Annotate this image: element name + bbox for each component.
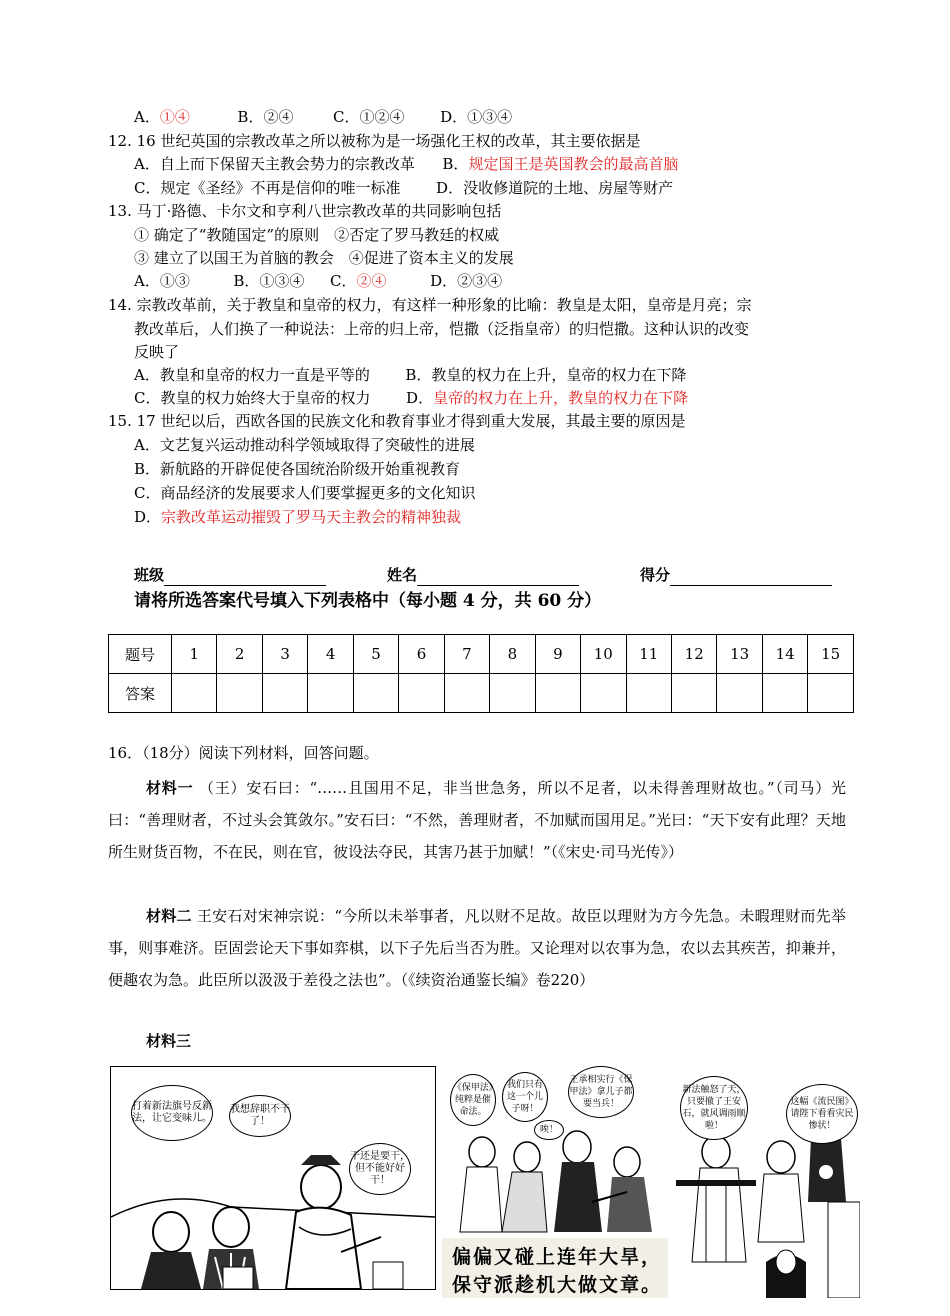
question-number: 15	[808, 635, 854, 674]
answer-cell[interactable]	[444, 674, 489, 713]
q15-option-a: A．文艺复兴运动推动科学领域取得了突破性的进展	[134, 436, 475, 454]
answer-cell[interactable]	[717, 674, 762, 713]
q13-stem: 13. 马丁·路德、卡尔文和亨利八世宗教改革的共同影响包括	[108, 202, 502, 220]
answer-cell[interactable]	[172, 674, 217, 713]
cartoon-1-bubble-3: 干还是要干，但不能好好干！	[349, 1143, 411, 1195]
q12-options-row1	[134, 153, 678, 175]
answer-cell[interactable]	[535, 674, 580, 713]
question-number: 13	[717, 635, 762, 674]
q12-option-d: D．没收修道院的土地、房屋等财产	[436, 179, 674, 197]
material-two-label: 材料二	[146, 907, 192, 925]
row-label-number: 题号	[109, 635, 172, 674]
table-row-numbers	[109, 635, 854, 674]
cartoon-3-bubble-1: 新法触怒了天，只要撤了王安石，就风调雨顺啦！	[680, 1076, 748, 1140]
q12-option-b-label: B．	[442, 155, 469, 173]
q13-item-line2: ③ 建立了以国王为首脑的教会 ④促进了资本主义的发展	[134, 249, 514, 267]
cartoon-3-bubble-2: 这幅《流民图》请陛下看看灾民惨状！	[786, 1084, 858, 1144]
class-blank[interactable]	[164, 567, 326, 586]
question-number: 3	[262, 635, 307, 674]
q13-option-c-answer: ②④	[356, 272, 387, 290]
class-label: 班级	[134, 566, 165, 584]
q15-option-b: B．新航路的开辟促使各国统治阶级开始重视教育	[134, 460, 461, 478]
question-number: 9	[535, 635, 580, 674]
q15-stem: 15. 17 世纪以后，西欧各国的民族文化和教育事业才得到重大发展，其最主要的原因是	[108, 412, 686, 430]
q14-options-row1	[134, 364, 686, 386]
q14-stem-line2: 教改革后，人们换了一种说法：上帝的归上帝，恺撒（泛指皇帝）的归恺撒。这种认识的改变	[134, 320, 750, 338]
name-label: 姓名	[387, 566, 418, 584]
q15-option-d-answer: 宗教改革运动摧毁了罗马天主教会的精神独裁	[161, 508, 462, 526]
q15-option-d	[134, 506, 461, 528]
q14-option-a: A．教皇和皇帝的权力一直是平等的	[134, 366, 370, 384]
q16-stem: 16．（18分）阅读下列材料，回答问题。	[108, 744, 379, 762]
q13-options	[134, 270, 502, 292]
q14-option-d-label: D．	[406, 389, 434, 407]
material-two	[108, 900, 846, 996]
material-one-text: （王）安石曰：“……且国用不足，非当世急务，所以不足者，以未得善理财故也。”（司马）光曰：“善理财者，不过头会箕敛尔。”安石曰：“不然，善理财者，不加赋而国用足。”光曰：“天下安有此理？天地所生财货百物，不在民，则在官，彼设法夺民，其害乃甚于加赋！”（《宋史·司马光传》）	[108, 779, 846, 861]
answer-cell[interactable]	[581, 674, 626, 713]
material-two-text: 王安石对宋神宗说：“今所以未举事者，凡以财不足故。故臣以理财为方今先急。未暇理财而先举事，则事难济。臣固尝论天下事如弈棋，以下子先后当否为胜。又论理对以农事为急，农以去其疾苦，抑兼并，便趣农为急。此臣所以汲汲于差役之法也”。（《续资治通鉴长编》卷220）	[108, 907, 846, 989]
q12-options-row2	[134, 177, 673, 199]
question-number: 14	[762, 635, 807, 674]
answer-cell[interactable]	[262, 674, 307, 713]
question-number: 7	[444, 635, 489, 674]
question-number: 10	[581, 635, 626, 674]
answer-table	[108, 634, 854, 713]
q11-option-d: D．①③④	[440, 108, 513, 126]
score-label: 得分	[640, 566, 671, 584]
q11-option-c: C．①②④	[333, 108, 405, 126]
q14-stem-line1: 14. 宗教改革前，关于教皇和皇帝的权力，有这样一种形象的比喻：教皇是太阳，皇帝是月亮；宗	[108, 296, 752, 314]
q11-option-b: B．②④	[237, 108, 294, 126]
q14-stem-line3: 反映了	[134, 343, 180, 361]
q14-option-c: C．教皇的权力始终大于皇帝的权力	[134, 389, 371, 407]
cartoon-1-bubble-2: 我想辞职不干了！	[229, 1095, 291, 1137]
cartoon-image-2	[442, 1062, 668, 1298]
name-blank[interactable]	[417, 567, 579, 586]
cartoon-2-bubble-3: 王承相实行《保甲法》拿儿子都要当兵！	[568, 1066, 634, 1118]
cartoon-2-caption-1: 偏偏又碰上连年大旱，	[452, 1246, 663, 1268]
q15-option-d-label: D．	[134, 508, 162, 526]
question-number: 2	[217, 635, 262, 674]
q12-option-c: C．规定《圣经》不再是信仰的唯一标准	[134, 179, 401, 197]
answer-cell[interactable]	[671, 674, 716, 713]
question-number: 8	[490, 635, 535, 674]
q11-options	[134, 106, 512, 128]
answer-cell[interactable]	[217, 674, 262, 713]
cartoon-2-bubble-4: 唉！	[534, 1120, 564, 1140]
q11-option-a-label: A．	[134, 108, 160, 126]
cartoon-2-bubble-1: 《保甲法》纯粹是催命法。	[450, 1074, 496, 1126]
material-three-label: 材料三	[146, 1032, 192, 1050]
q14-option-d-answer: 皇帝的权力在上升，教皇的权力在下降	[433, 389, 689, 407]
name-field	[387, 564, 579, 586]
question-number: 5	[353, 635, 398, 674]
q13-option-d: D．②③④	[430, 272, 503, 290]
score-field	[640, 564, 832, 586]
q15-option-c: C．商品经济的发展要求人们要掌握更多的文化知识	[134, 484, 476, 502]
material-one	[108, 772, 846, 868]
table-instruction: 请将所选答案代号填入下列表格中（每小题 4 分，共 60 分）	[134, 591, 602, 611]
q13-option-c-label: C．	[330, 272, 357, 290]
question-number: 6	[399, 635, 444, 674]
q12-option-b-answer: 规定国王是英国教会的最高首脑	[468, 155, 679, 173]
cartoon-2-caption-2: 保守派趁机大做文章。	[452, 1274, 663, 1296]
question-number: 12	[671, 635, 716, 674]
row-label-answer: 答案	[109, 674, 172, 713]
table-row-answers	[109, 674, 854, 713]
question-number: 11	[626, 635, 671, 674]
answer-cell[interactable]	[762, 674, 807, 713]
score-blank[interactable]	[670, 567, 832, 586]
q13-option-a: A．①③	[134, 272, 190, 290]
question-number: 1	[172, 635, 217, 674]
class-field	[134, 564, 326, 586]
cartoon-image-3	[676, 1062, 860, 1298]
answer-cell[interactable]	[626, 674, 671, 713]
q13-item-line1: ① 确定了“教随国定”的原则 ②否定了罗马教廷的权威	[134, 226, 500, 244]
q12-option-a: A．自上而下保留天主教会势力的宗教改革	[134, 155, 415, 173]
q11-option-a-answer: ①④	[159, 108, 190, 126]
q13-option-b: B．①③④	[233, 272, 305, 290]
answer-cell[interactable]	[399, 674, 444, 713]
question-number: 4	[308, 635, 353, 674]
answer-cell[interactable]	[353, 674, 398, 713]
cartoon-2-bubble-2: 我们只有这一个儿子呀！	[502, 1072, 548, 1122]
cartoon-image-1	[110, 1066, 436, 1290]
q14-option-b: B．教皇的权力在上升，皇帝的权力在下降	[405, 366, 687, 384]
q12-stem: 12. 16 世纪英国的宗教改革之所以被称为是一场强化王权的改革，其主要依据是	[108, 132, 641, 150]
answer-cell[interactable]	[308, 674, 353, 713]
q14-options-row2	[134, 387, 688, 409]
cartoon-1-bubble-1: 打着新法旗号反新法，让它变味儿。	[131, 1085, 213, 1141]
answer-cell[interactable]	[490, 674, 535, 713]
material-one-label: 材料一	[146, 779, 194, 797]
answer-cell[interactable]	[808, 674, 854, 713]
